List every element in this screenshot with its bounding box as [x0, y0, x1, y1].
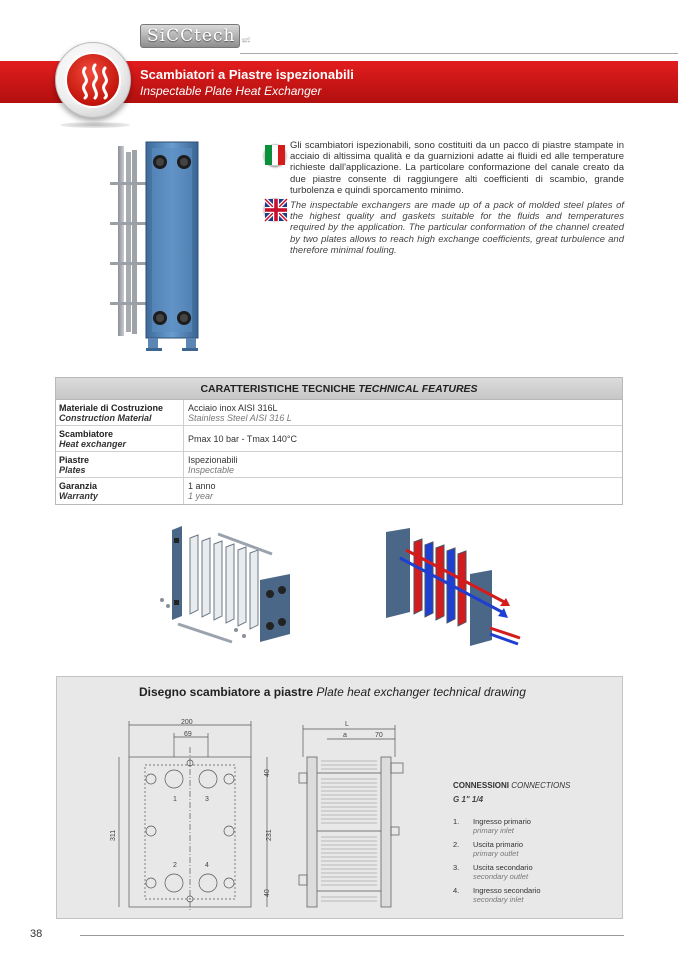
list-item — [453, 817, 613, 840]
table-row — [56, 452, 622, 478]
row-value-it: Ispezionabili — [188, 455, 238, 465]
row-label-it: Materiale di Costruzione — [59, 403, 164, 413]
list-item — [453, 863, 613, 886]
description-italian: Gli scambiatori ispezionabili, sono costituiti da un pacco di piastre stampate in acciaio di altissima qualità e da guarnizioni adatte ai fluidi ed alle temperature richieste dall'applicazione. La particolare conformazione del canale creato da due piastre consente di raggiungere alti coefficienti di scambio, grande turbolenza e quindi sporcamento minimo. — [290, 140, 624, 196]
brand-logo — [140, 24, 250, 48]
table-header — [56, 378, 622, 400]
row-value-it: Pmax 10 bar - Tmax 140°C — [188, 434, 297, 444]
side-view-drawing — [297, 717, 417, 917]
connections-title-it: CONNESSIONI — [453, 781, 510, 790]
row-value-en: 1 year — [188, 491, 214, 501]
row-label-it: Garanzia — [59, 481, 98, 491]
brand-logo-suffix: srl — [241, 36, 250, 43]
technical-drawing-panel — [56, 676, 623, 919]
description-english: The inspectable exchangers are made up of a pack of molded steel plates of the highest quality and gaskets suitable for the fluids and temperatures required by the application. The particular conformation of the channel created by two plates allows to reach high exchange coefficients, great turbulence and therefore minimal fouling. — [290, 200, 624, 256]
exploded-view-flow — [380, 528, 525, 650]
technical-features-table — [55, 377, 623, 505]
dim-height: 311 — [110, 829, 117, 841]
table-row — [56, 426, 622, 452]
connection-thread: G 1" 1/4 — [453, 795, 484, 804]
connection-label-en: primary inlet — [473, 826, 514, 835]
table-row — [56, 400, 622, 426]
connection-label-en: secondary inlet — [473, 895, 524, 904]
row-value-it: Acciaio inox AISI 316L — [188, 403, 278, 413]
dim-length: L — [345, 721, 349, 728]
page-title: Scambiatori a Piastre ispezionabili — [140, 67, 354, 82]
port-label: 4 — [205, 862, 209, 869]
dim-port-vertical: 231 — [266, 829, 273, 841]
connection-number: 2. — [453, 840, 460, 849]
front-view-drawing — [110, 717, 297, 917]
list-item — [453, 886, 613, 909]
row-value-it: 1 anno — [188, 481, 216, 491]
footer-divider — [80, 935, 624, 936]
port-label: 1 — [173, 796, 177, 803]
exploded-view-assembly — [152, 524, 297, 646]
row-label-en: Plates — [59, 465, 86, 475]
connections-title-en: CONNECTIONS — [511, 781, 571, 790]
connection-number: 4. — [453, 886, 460, 895]
connection-label-it: Ingresso primario — [473, 817, 531, 826]
connections-title — [453, 781, 570, 790]
connection-label-it: Uscita secondario — [473, 863, 533, 872]
row-label-it: Scambiatore — [59, 429, 114, 439]
table-title-it: CARATTERISTICHE TECNICHE — [200, 383, 356, 395]
connection-label-en: primary outlet — [473, 849, 519, 858]
connections-list — [453, 817, 613, 909]
uk-flag-icon — [264, 198, 286, 220]
brand-logo-text: SiCCtech — [147, 26, 236, 46]
row-label-en: Warranty — [59, 491, 98, 501]
heat-exchanger-photo — [108, 138, 208, 356]
row-label-it: Piastre — [59, 455, 90, 465]
heat-waves-icon — [65, 52, 121, 108]
row-value-en: Inspectable — [188, 465, 235, 475]
italian-flag-icon — [264, 144, 286, 166]
connection-label-it: Ingresso secondario — [473, 886, 541, 895]
port-label: 3 — [205, 796, 209, 803]
connection-number: 1. — [453, 817, 460, 826]
list-item — [453, 840, 613, 863]
table-title-en: TECHNICAL FEATURES — [358, 383, 478, 395]
port-label: 2 — [173, 862, 177, 869]
header-divider — [240, 53, 678, 54]
dim-top-margin: 40 — [264, 769, 271, 777]
dim-bottom-margin: 40 — [264, 889, 271, 897]
row-label-en: Heat exchanger — [59, 439, 127, 449]
dim-depth: 70 — [375, 732, 383, 739]
dim-width: 200 — [181, 719, 193, 726]
drawing-title-it: Disegno scambiatore a piastre — [139, 685, 314, 699]
dim-port-spacing: 69 — [184, 731, 192, 738]
dim-a: a — [343, 732, 347, 739]
connection-label-it: Uscita primario — [473, 840, 524, 849]
row-value-en: Stainless Steel AISI 316 L — [188, 413, 292, 423]
heat-badge — [55, 42, 131, 118]
page-subtitle: Inspectable Plate Heat Exchanger — [140, 84, 322, 98]
drawing-title — [139, 685, 526, 699]
row-label-en: Construction Material — [59, 413, 152, 423]
connection-number: 3. — [453, 863, 460, 872]
page-number: 38 — [30, 928, 43, 940]
table-row — [56, 478, 622, 504]
badge-shadow — [60, 122, 130, 128]
connection-label-en: secondary outlet — [473, 872, 529, 881]
drawing-title-en: Plate heat exchanger technical drawing — [316, 685, 526, 699]
